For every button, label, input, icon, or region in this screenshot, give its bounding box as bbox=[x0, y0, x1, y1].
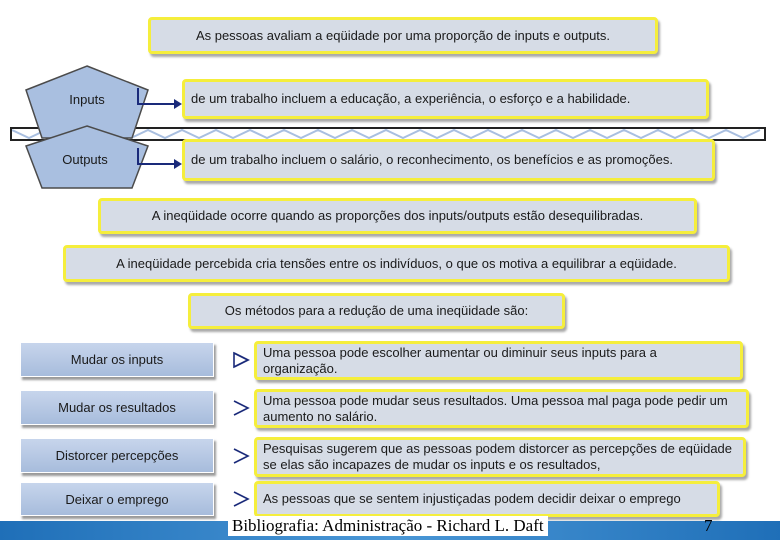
method-label: Distorcer percepções bbox=[55, 448, 179, 463]
method-description: Pesquisas sugerem que as pessoas podem distorcer as percepções de eqüidade se elas são incapazes de mudar os inputs e os resultados, bbox=[263, 441, 733, 472]
method-4-arrow-icon bbox=[232, 490, 252, 508]
inputs-label: Inputs bbox=[69, 92, 105, 107]
method-mudar-inputs-label-box bbox=[20, 342, 214, 377]
outputs-description-box bbox=[182, 139, 715, 181]
page-number: 7 bbox=[704, 516, 713, 535]
methods-heading-box bbox=[188, 293, 565, 329]
outputs-label: Outputs bbox=[62, 152, 108, 167]
method-deixar-emprego-label-box bbox=[20, 482, 214, 516]
method-2-arrow-icon bbox=[232, 399, 252, 417]
method-mudar-inputs-description-box bbox=[254, 341, 743, 380]
methods-heading-text: Os métodos para a redução de uma ineqüidade são: bbox=[224, 303, 529, 318]
method-label: Mudar os resultados bbox=[58, 400, 176, 415]
inputs-description-text: de um trabalho incluem a educação, a experiência, o esforço e a habilidade. bbox=[191, 91, 631, 106]
method-mudar-resultados-description-box bbox=[254, 389, 749, 428]
method-distorcer-percepcoes-description-box bbox=[254, 437, 746, 477]
method-distorcer-percepcoes-label-box bbox=[20, 438, 214, 473]
equity-statement-box bbox=[148, 17, 658, 54]
method-3-arrow-icon bbox=[232, 447, 252, 465]
outputs-arrow-icon bbox=[136, 146, 182, 170]
outputs-description-text: de um trabalho incluem o salário, o reconhecimento, os benefícios e as promoções. bbox=[191, 152, 673, 167]
inequity-perceived-box bbox=[63, 245, 730, 282]
inequity-occurs-text: A ineqüidade ocorre quando as proporções dos inputs/outputs estão desequilibradas. bbox=[151, 208, 644, 223]
inequity-perceived-text: A ineqüidade percebida cria tensões entre os indivíduos, o que os motiva a equilibrar a eqüidade. bbox=[116, 255, 677, 271]
method-description: Uma pessoa pode mudar seus resultados. Uma pessoa mal paga pode pedir um aumento no salário. bbox=[263, 392, 728, 424]
method-label: Deixar o emprego bbox=[65, 491, 169, 507]
method-mudar-resultados-label-box bbox=[20, 390, 214, 425]
inputs-description-box bbox=[182, 79, 709, 119]
equity-statement-text: As pessoas avaliam a eqüidade por uma proporção de inputs e outputs. bbox=[195, 27, 611, 43]
bibliography-text: Bibliografia: Administração - Richard L. Daft bbox=[228, 516, 548, 536]
method-deixar-emprego-description-box bbox=[254, 481, 720, 517]
method-1-arrow-icon bbox=[232, 351, 252, 369]
method-description: As pessoas que se sentem injustiçadas podem decidir deixar o emprego bbox=[263, 491, 681, 506]
inputs-arrow-icon bbox=[136, 86, 182, 110]
inequity-occurs-box bbox=[98, 198, 697, 234]
method-label: Mudar os inputs bbox=[70, 352, 164, 367]
method-description: Uma pessoa pode escolher aumentar ou diminuir seus inputs para a organização. bbox=[263, 344, 657, 376]
